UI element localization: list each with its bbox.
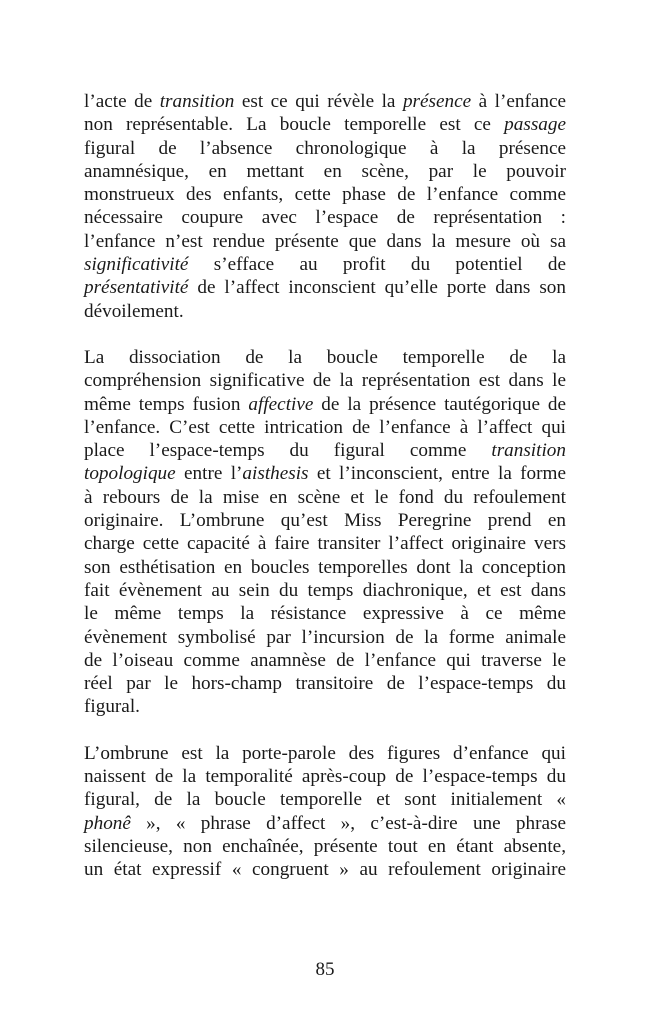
text-run: naissent de la temporalité après-coup de l’espace-temps du [84,766,566,788]
text-line [84,253,566,276]
text-line [84,206,566,229]
italic-text: transition [159,91,235,112]
text-run: dévoilement. [84,300,184,322]
text-line [84,486,566,509]
text-run: un état expressif « congruent » au refoulement originaire [84,859,566,881]
text-line [84,742,566,765]
text-line [84,672,566,695]
text-run: et l’inconscient, entre la forme [308,463,566,485]
text-run: fait évènement au sein du temps diachronique, et est dans [84,579,566,601]
text-run: s’efface au profit du potentiel de [188,254,566,276]
text-line [84,276,566,299]
italic-text: significativité [84,254,189,276]
italic-text: présence [402,91,472,112]
text-line [84,835,566,858]
text-run: originaire. L’ombrune qu’est Miss Peregrine prend en [84,510,566,532]
text-line [84,858,566,881]
text-line [84,579,566,602]
text-run: compréhension significative de la représentation est dans le [84,370,566,392]
text-line [84,765,566,788]
text-run: non représentable. La boucle temporelle est ce [84,114,505,136]
text-line [84,346,566,369]
text-run: », « phrase d’affect », c’est-à-dire une phrase [130,812,566,834]
text-run: nécessaire coupure avec l’espace de représentation : [84,207,566,229]
italic-text: passage [504,114,566,136]
text-run: anamnésique, en mettant en scène, par le pouvoir [84,160,566,182]
italic-text: aisthesis [242,463,309,485]
text-line [84,90,566,113]
text-run: à rebours de la mise en scène et le fond du refoulement [84,486,566,508]
text-run: l’acte de [84,91,160,112]
text-run: le même temps la résistance expressive à ce même [84,603,566,625]
text-run: monstrueux des enfants, cette phase de l’enfance comme [84,184,566,206]
text-run: réel par le hors-champ transitoire de l’espace-temps du [84,673,566,695]
text-line [84,230,566,253]
italic-text: transition [491,440,566,462]
text-run: figural de l’absence chronologique à la présence [84,137,566,159]
text-run: son esthétisation en boucles temporelles dont la conception [84,556,566,578]
text-line [84,183,566,206]
text-line [84,812,566,835]
italic-text: phonê [84,812,131,834]
text-line [84,788,566,811]
text-line [84,160,566,183]
text-line [84,113,566,136]
page-number: 85 [315,959,335,980]
text-line [84,416,566,439]
text-run: l’enfance n’est rendue présente que dans la mesure où sa [84,230,566,252]
body-text [84,90,566,905]
text-run: même temps fusion [84,393,249,415]
text-run: de l’oiseau comme anamnèse de l’enfance qui traverse le [84,649,566,671]
text-line [84,649,566,672]
text-run: silencieuse, non enchaînée, présente tout en étant absente, [84,835,566,857]
text-line [84,509,566,532]
text-line [84,462,566,485]
text-run: à l’enfance [471,91,567,112]
text-run: entre l’ [175,463,243,485]
text-line [84,439,566,462]
text-run: L’ombrune est la porte-parole des figures d’enfance qui [84,742,566,764]
text-run: de l’affect inconscient qu’elle porte dans son [188,277,566,299]
text-line [84,626,566,649]
text-run: l’enfance. C’est cette intrication de l’enfance à l’affect qui [84,416,566,438]
italic-text: présentativité [84,277,189,299]
text-line [84,532,566,555]
text-run: est ce qui révèle la [234,91,403,112]
text-run: La dissociation de la boucle temporelle de la [84,346,566,368]
text-line [84,300,566,323]
text-run: place l’espace-temps du figural comme [84,440,492,462]
paragraph [84,90,566,323]
text-line [84,369,566,392]
text-run: de la présence tautégorique de [313,393,566,415]
paragraph [84,742,566,882]
text-line [84,556,566,579]
text-line [84,602,566,625]
text-run: charge cette capacité à faire transiter l’affect originaire vers [84,533,566,555]
text-run: figural, de la boucle temporelle et sont initialement « [84,789,566,811]
text-run: figural. [84,696,140,718]
text-run: évènement symbolisé par l’incursion de la forme animale [84,626,566,648]
italic-text: affective [248,393,314,415]
text-line [84,393,566,416]
text-line [84,695,566,718]
paragraph [84,346,566,719]
italic-text: topologique [84,463,176,485]
text-line [84,137,566,160]
